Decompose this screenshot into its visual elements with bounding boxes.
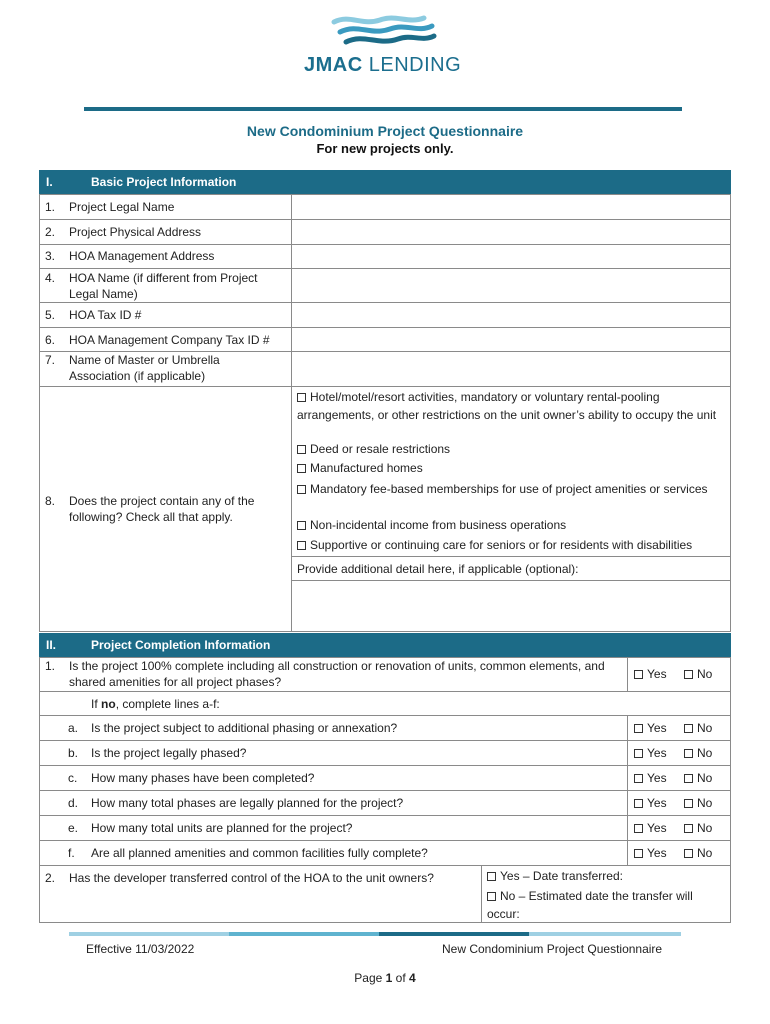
q2-no-option[interactable]: No – Estimated date the transfer will occur: bbox=[487, 889, 693, 921]
hoa-name-label: HOA Name (if different from Project Legal Name) bbox=[69, 271, 258, 301]
footer-rule-2 bbox=[229, 932, 379, 936]
checkbox[interactable] bbox=[684, 799, 693, 808]
q8-option-care[interactable]: Supportive or continuing care for seniors or for residents with disabilities bbox=[297, 537, 692, 553]
master-association-label: Name of Master or Umbrella Association (if applicable) bbox=[69, 353, 220, 383]
q8-option-hotel[interactable]: Hotel/motel/resort activities, mandatory or voluntary rental-pooling arrangements, or other restrictions on the unit owner’s ability to occupy the unit bbox=[297, 390, 717, 422]
q1e-no[interactable]: No bbox=[684, 821, 712, 835]
hoa-management-address-field[interactable] bbox=[292, 245, 730, 268]
checkbox[interactable] bbox=[297, 445, 306, 454]
checkbox[interactable] bbox=[684, 849, 693, 858]
page-number: Page 1 of 4 bbox=[354, 971, 416, 985]
checkbox[interactable] bbox=[634, 749, 643, 758]
checkbox[interactable] bbox=[487, 872, 496, 881]
q1d-yes[interactable]: Yes bbox=[634, 796, 667, 810]
q1a-no[interactable]: No bbox=[684, 721, 712, 735]
checkbox[interactable] bbox=[634, 774, 643, 783]
q8-option-deed[interactable]: Deed or resale restrictions bbox=[297, 441, 450, 457]
q8-option-memberships[interactable]: Mandatory fee-based memberships for use of project amenities or services bbox=[297, 480, 717, 498]
hoa-tax-id-label: HOA Tax ID # bbox=[69, 308, 142, 322]
q1-yes[interactable]: Yes bbox=[634, 667, 667, 681]
footer-rule-4 bbox=[529, 932, 681, 936]
q1c-label: How many phases have been completed? bbox=[91, 771, 315, 785]
checkbox[interactable] bbox=[634, 849, 643, 858]
q1d-no[interactable]: No bbox=[684, 796, 712, 810]
checkbox[interactable] bbox=[684, 749, 693, 758]
q1b-no[interactable]: No bbox=[684, 746, 712, 760]
checkbox[interactable] bbox=[297, 464, 306, 473]
q8-option-income[interactable]: Non-incidental income from business operations bbox=[297, 517, 566, 533]
project-physical-address-field[interactable] bbox=[292, 220, 730, 244]
checkbox[interactable] bbox=[634, 670, 643, 679]
q1a-yes[interactable]: Yes bbox=[634, 721, 667, 735]
q2-yes-option[interactable]: Yes – Date transferred: bbox=[487, 868, 623, 884]
hoa-tax-id-field[interactable] bbox=[292, 303, 730, 327]
footer-rule-1 bbox=[69, 932, 229, 936]
q8-detail-label: Provide additional detail here, if applicable (optional): bbox=[297, 562, 579, 576]
project-legal-name-field[interactable] bbox=[292, 195, 730, 219]
q1e-yes[interactable]: Yes bbox=[634, 821, 667, 835]
hoa-mgmt-tax-id-field[interactable] bbox=[292, 328, 730, 351]
page-title: New Condominium Project Questionnaire bbox=[246, 123, 524, 139]
q8-label: Does the project contain any of the following? Check all that apply. bbox=[69, 494, 255, 524]
section-1-header: I. Basic Project Information bbox=[39, 170, 731, 194]
checkbox[interactable] bbox=[297, 521, 306, 530]
checkbox[interactable] bbox=[297, 541, 306, 550]
hoa-management-address-label: HOA Management Address bbox=[69, 249, 215, 263]
checkbox[interactable] bbox=[634, 824, 643, 833]
q1-complete-label: Is the project 100% complete including all construction or renovation of units, common elements, and shared amenities for all project phases? bbox=[69, 659, 605, 689]
project-legal-name-label: Project Legal Name bbox=[69, 200, 175, 214]
q1c-no[interactable]: No bbox=[684, 771, 712, 785]
checkbox[interactable] bbox=[634, 724, 643, 733]
q8-option-manufactured[interactable]: Manufactured homes bbox=[297, 460, 423, 476]
q1-no[interactable]: No bbox=[684, 667, 712, 681]
q1f-no[interactable]: No bbox=[684, 846, 712, 860]
footer-doc-title: New Condominium Project Questionnaire bbox=[442, 942, 663, 956]
hoa-mgmt-tax-id-label: HOA Management Company Tax ID # bbox=[69, 333, 270, 347]
q8-detail-field[interactable] bbox=[292, 581, 730, 631]
section-2-header: II. Project Completion Information bbox=[39, 633, 731, 657]
q1e-label: How many total units are planned for the project? bbox=[91, 821, 353, 835]
checkbox[interactable] bbox=[684, 824, 693, 833]
q1f-label: Are all planned amenities and common facilities fully complete? bbox=[91, 846, 428, 860]
page-subtitle: For new projects only. bbox=[316, 141, 454, 156]
checkbox[interactable] bbox=[684, 774, 693, 783]
checkbox[interactable] bbox=[684, 724, 693, 733]
q1a-label: Is the project subject to additional phasing or annexation? bbox=[91, 721, 398, 735]
q1f-yes[interactable]: Yes bbox=[634, 846, 667, 860]
q1b-yes[interactable]: Yes bbox=[634, 746, 667, 760]
checkbox[interactable] bbox=[684, 670, 693, 679]
q1d-label: How many total phases are legally planned for the project? bbox=[91, 796, 404, 810]
checkbox[interactable] bbox=[487, 892, 496, 901]
q1c-yes[interactable]: Yes bbox=[634, 771, 667, 785]
project-physical-address-label: Project Physical Address bbox=[69, 225, 202, 239]
q1b-label: Is the project legally phased? bbox=[91, 746, 247, 760]
effective-date: Effective 11/03/2022 bbox=[86, 942, 195, 956]
footer-rule-3 bbox=[379, 932, 529, 936]
checkbox[interactable] bbox=[634, 799, 643, 808]
hoa-name-field[interactable] bbox=[292, 269, 730, 302]
checkbox[interactable] bbox=[297, 485, 306, 494]
q2-hoa-transfer-label: Has the developer transferred control of the HOA to the unit owners? bbox=[69, 871, 434, 885]
if-no-instruction: If no, complete lines a-f: bbox=[91, 697, 220, 711]
header-rule bbox=[84, 107, 682, 111]
company-name: JMAC LENDING bbox=[304, 54, 462, 76]
master-association-field[interactable] bbox=[292, 352, 730, 386]
checkbox[interactable] bbox=[297, 393, 306, 402]
